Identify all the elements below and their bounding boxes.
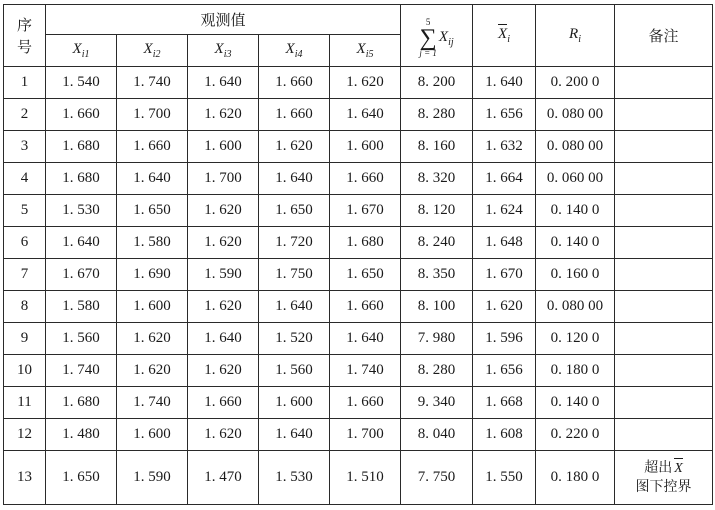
cell-range: 0. 180 0 bbox=[536, 355, 615, 387]
remark-line-2: 图下控界 bbox=[635, 479, 692, 495]
cell-x5: 1. 660 bbox=[330, 291, 401, 323]
cell-mean: 1. 656 bbox=[473, 355, 536, 387]
cell-seq: 2 bbox=[4, 99, 46, 131]
cell-remark bbox=[615, 67, 713, 99]
range-header-sub: i bbox=[578, 34, 581, 45]
col-header-x3: $X_{i3}$ bbox=[188, 35, 259, 67]
cell-x5: 1. 600 bbox=[330, 131, 401, 163]
cell-x1: 1. 560 bbox=[46, 323, 117, 355]
cell-x4: 1. 530 bbox=[259, 451, 330, 505]
cell-x2: 1. 620 bbox=[117, 323, 188, 355]
cell-range: 0. 180 0 bbox=[536, 451, 615, 505]
col-header-x1: $X_{i1}$ bbox=[46, 35, 117, 67]
sigma-glyph: ∑ bbox=[419, 25, 437, 51]
table-row bbox=[4, 99, 713, 131]
col-header-x4: $X_{i4}$ bbox=[259, 35, 330, 67]
cell-x1: 1. 530 bbox=[46, 195, 117, 227]
cell-sum: 8. 350 bbox=[401, 259, 473, 291]
cell-range: 0. 160 0 bbox=[536, 259, 615, 291]
cell-x1: 1. 740 bbox=[46, 355, 117, 387]
cell-sum: 7. 980 bbox=[401, 323, 473, 355]
cell-sum: 8. 160 bbox=[401, 131, 473, 163]
seq-header-label: 序号 bbox=[17, 15, 33, 56]
cell-seq: 10 bbox=[4, 355, 46, 387]
observation-header: 观测值 bbox=[46, 5, 401, 35]
cell-x2: 1. 600 bbox=[117, 291, 188, 323]
sum-term-base: X bbox=[438, 28, 449, 45]
data-table bbox=[3, 4, 713, 505]
remark-line-1: 超出 X bbox=[644, 460, 683, 476]
cell-x2: 1. 580 bbox=[117, 227, 188, 259]
cell-seq: 12 bbox=[4, 419, 46, 451]
cell-x2: 1. 740 bbox=[117, 387, 188, 419]
cell-seq: 9 bbox=[4, 323, 46, 355]
cell-range: 0. 140 0 bbox=[536, 195, 615, 227]
cell-x2: 1. 600 bbox=[117, 419, 188, 451]
cell-mean: 1. 664 bbox=[473, 163, 536, 195]
sum-term bbox=[439, 29, 454, 48]
cell-remark bbox=[615, 323, 713, 355]
table-row bbox=[4, 195, 713, 227]
cell-x3: 1. 590 bbox=[188, 259, 259, 291]
cell-mean: 1. 624 bbox=[473, 195, 536, 227]
mean-header bbox=[473, 5, 536, 67]
cell-x3: 1. 700 bbox=[188, 163, 259, 195]
cell-x3: 1. 640 bbox=[188, 323, 259, 355]
cell-sum: 8. 280 bbox=[401, 355, 473, 387]
cell-x5: 1. 660 bbox=[330, 163, 401, 195]
cell-x1: 1. 670 bbox=[46, 259, 117, 291]
table-row bbox=[4, 451, 713, 505]
x-bar-symbol: X bbox=[674, 461, 683, 476]
cell-range: 0. 080 00 bbox=[536, 99, 615, 131]
cell-remark bbox=[615, 291, 713, 323]
cell-x1: 1. 660 bbox=[46, 99, 117, 131]
cell-x2: 1. 650 bbox=[117, 195, 188, 227]
table-row bbox=[4, 419, 713, 451]
cell-sum: 8. 040 bbox=[401, 419, 473, 451]
cell-x4: 1. 520 bbox=[259, 323, 330, 355]
cell-remark bbox=[615, 355, 713, 387]
cell-x2: 1. 740 bbox=[117, 67, 188, 99]
cell-x1: 1. 480 bbox=[46, 419, 117, 451]
cell-remark bbox=[615, 131, 713, 163]
cell-x1: 1. 680 bbox=[46, 131, 117, 163]
cell-seq: 11 bbox=[4, 387, 46, 419]
table-row bbox=[4, 291, 713, 323]
table-row bbox=[4, 259, 713, 291]
table-body bbox=[4, 67, 713, 505]
cell-seq: 1 bbox=[4, 67, 46, 99]
seq-header bbox=[4, 5, 46, 67]
cell-x3: 1. 470 bbox=[188, 451, 259, 505]
cell-x5: 1. 510 bbox=[330, 451, 401, 505]
cell-x4: 1. 640 bbox=[259, 163, 330, 195]
mean-header-base: X bbox=[498, 26, 508, 42]
cell-mean: 1. 620 bbox=[473, 291, 536, 323]
cell-x4: 1. 660 bbox=[259, 99, 330, 131]
cell-mean: 1. 670 bbox=[473, 259, 536, 291]
cell-x4: 1. 560 bbox=[259, 355, 330, 387]
cell-remark bbox=[615, 259, 713, 291]
cell-x3: 1. 600 bbox=[188, 131, 259, 163]
cell-range: 0. 120 0 bbox=[536, 323, 615, 355]
cell-x1: 1. 540 bbox=[46, 67, 117, 99]
cell-sum: 7. 750 bbox=[401, 451, 473, 505]
cell-remark bbox=[615, 227, 713, 259]
cell-x3: 1. 640 bbox=[188, 67, 259, 99]
cell-seq: 5 bbox=[4, 195, 46, 227]
cell-sum: 9. 340 bbox=[401, 387, 473, 419]
col-header-x5: $X_{i5}$ bbox=[330, 35, 401, 67]
sigma-symbol bbox=[419, 18, 437, 58]
cell-x4: 1. 750 bbox=[259, 259, 330, 291]
cell-range: 0. 080 00 bbox=[536, 131, 615, 163]
cell-x4: 1. 600 bbox=[259, 387, 330, 419]
cell-sum: 8. 240 bbox=[401, 227, 473, 259]
cell-x5: 1. 700 bbox=[330, 419, 401, 451]
cell-x5: 1. 680 bbox=[330, 227, 401, 259]
cell-x2: 1. 700 bbox=[117, 99, 188, 131]
table-row bbox=[4, 323, 713, 355]
cell-remark bbox=[615, 419, 713, 451]
cell-x5: 1. 670 bbox=[330, 195, 401, 227]
cell-x1: 1. 680 bbox=[46, 163, 117, 195]
cell-mean: 1. 656 bbox=[473, 99, 536, 131]
remark-header: 备注 bbox=[615, 5, 713, 67]
cell-x1: 1. 640 bbox=[46, 227, 117, 259]
cell-sum: 8. 320 bbox=[401, 163, 473, 195]
cell-x1: 1. 580 bbox=[46, 291, 117, 323]
cell-mean: 1. 648 bbox=[473, 227, 536, 259]
cell-x3: 1. 660 bbox=[188, 387, 259, 419]
cell-x4: 1. 720 bbox=[259, 227, 330, 259]
cell-x1: 1. 650 bbox=[46, 451, 117, 505]
cell-range: 0. 140 0 bbox=[536, 387, 615, 419]
cell-remark bbox=[615, 387, 713, 419]
cell-x4: 1. 620 bbox=[259, 131, 330, 163]
sum-formula bbox=[419, 18, 453, 58]
cell-x3: 1. 620 bbox=[188, 227, 259, 259]
sum-header bbox=[401, 5, 473, 67]
sum-term-sub: ij bbox=[448, 36, 454, 48]
cell-x3: 1. 620 bbox=[188, 99, 259, 131]
table-row bbox=[4, 355, 713, 387]
cell-x1: 1. 680 bbox=[46, 387, 117, 419]
cell-remark bbox=[615, 99, 713, 131]
cell-mean: 1. 640 bbox=[473, 67, 536, 99]
table-row bbox=[4, 227, 713, 259]
cell-seq: 13 bbox=[4, 451, 46, 505]
mean-header-sub: i bbox=[507, 34, 510, 45]
cell-remark bbox=[615, 163, 713, 195]
cell-sum: 8. 280 bbox=[401, 99, 473, 131]
range-header bbox=[536, 5, 615, 67]
cell-x5: 1. 740 bbox=[330, 355, 401, 387]
cell-range: 0. 200 0 bbox=[536, 67, 615, 99]
range-header-base: R bbox=[569, 26, 579, 42]
cell-x5: 1. 620 bbox=[330, 67, 401, 99]
cell-range: 0. 080 00 bbox=[536, 291, 615, 323]
sum-upper-limit: 5 bbox=[425, 17, 431, 27]
cell-mean: 1. 596 bbox=[473, 323, 536, 355]
col-header-x2: $X_{i2}$ bbox=[117, 35, 188, 67]
cell-sum: 8. 200 bbox=[401, 67, 473, 99]
cell-remark bbox=[615, 195, 713, 227]
table-row bbox=[4, 163, 713, 195]
cell-x3: 1. 620 bbox=[188, 195, 259, 227]
cell-x2: 1. 620 bbox=[117, 355, 188, 387]
cell-x4: 1. 640 bbox=[259, 419, 330, 451]
cell-seq: 8 bbox=[4, 291, 46, 323]
cell-x5: 1. 650 bbox=[330, 259, 401, 291]
sum-lower-limit: j = 1 bbox=[419, 48, 437, 58]
cell-mean: 1. 668 bbox=[473, 387, 536, 419]
cell-remark bbox=[615, 451, 713, 505]
cell-x2: 1. 590 bbox=[117, 451, 188, 505]
cell-range: 0. 060 00 bbox=[536, 163, 615, 195]
cell-x2: 1. 640 bbox=[117, 163, 188, 195]
cell-x5: 1. 660 bbox=[330, 387, 401, 419]
cell-sum: 8. 100 bbox=[401, 291, 473, 323]
table-row bbox=[4, 387, 713, 419]
cell-seq: 6 bbox=[4, 227, 46, 259]
cell-x2: 1. 660 bbox=[117, 131, 188, 163]
cell-seq: 3 bbox=[4, 131, 46, 163]
cell-x4: 1. 660 bbox=[259, 67, 330, 99]
cell-x4: 1. 640 bbox=[259, 291, 330, 323]
cell-seq: 4 bbox=[4, 163, 46, 195]
cell-x5: 1. 640 bbox=[330, 323, 401, 355]
cell-range: 0. 140 0 bbox=[536, 227, 615, 259]
cell-mean: 1. 632 bbox=[473, 131, 536, 163]
table-row bbox=[4, 67, 713, 99]
cell-range: 0. 220 0 bbox=[536, 419, 615, 451]
cell-sum: 8. 120 bbox=[401, 195, 473, 227]
cell-x4: 1. 650 bbox=[259, 195, 330, 227]
cell-x5: 1. 640 bbox=[330, 99, 401, 131]
table-row bbox=[4, 131, 713, 163]
cell-x3: 1. 620 bbox=[188, 419, 259, 451]
cell-x3: 1. 620 bbox=[188, 291, 259, 323]
cell-mean: 1. 608 bbox=[473, 419, 536, 451]
cell-x3: 1. 620 bbox=[188, 355, 259, 387]
cell-x2: 1. 690 bbox=[117, 259, 188, 291]
cell-seq: 7 bbox=[4, 259, 46, 291]
cell-mean: 1. 550 bbox=[473, 451, 536, 505]
